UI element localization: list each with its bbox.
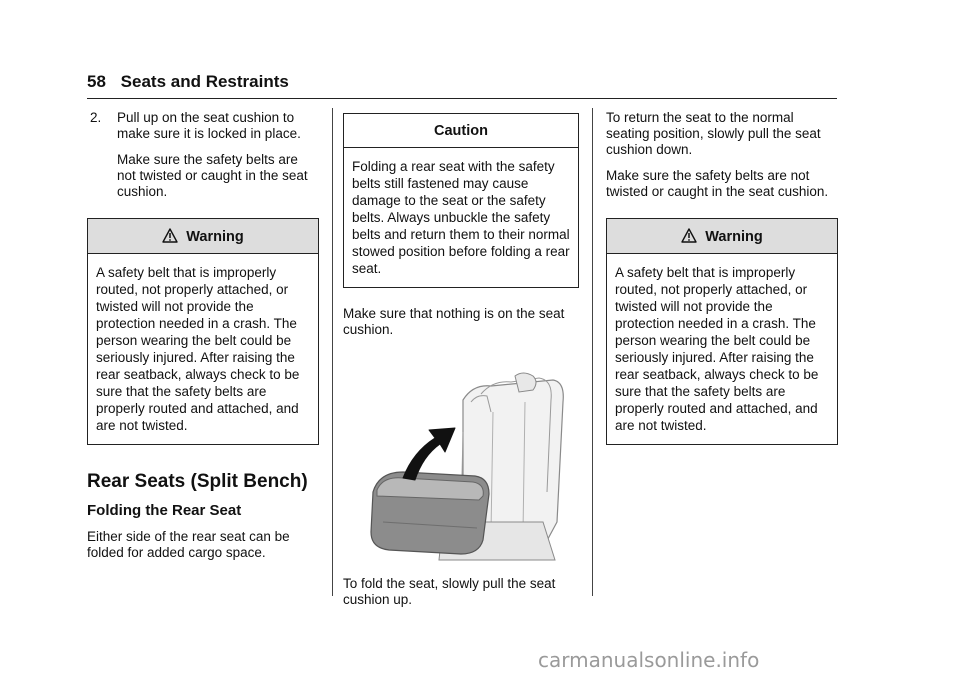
warning-title: Warning [186, 229, 244, 245]
column-middle [343, 110, 579, 618]
warning-icon [162, 228, 178, 243]
warning-header [88, 219, 318, 254]
intro-text: Either side of the rear seat can be folded for added cargo space. [87, 529, 290, 560]
warning-icon [681, 228, 697, 243]
subsection-heading: Folding the Rear Seat [87, 502, 242, 519]
step-subtext: Make sure the safety belts are not twisted or caught in the seat cushion. [117, 152, 308, 199]
caution-header: Caution [344, 114, 578, 148]
column-right [606, 110, 838, 445]
warning-box [87, 218, 319, 445]
column-left [87, 110, 319, 571]
body-text: To return the seat to the normal seating position, slowly pull the seat cushion down. [606, 110, 821, 157]
section-title: Seats and Restraints [120, 72, 289, 91]
step-text: Pull up on the seat cushion to make sure it is locked in place. [117, 110, 301, 141]
step-number: 2. [90, 110, 102, 125]
page-number: 58 [87, 72, 106, 91]
page-header [87, 72, 837, 99]
warning-body: A safety belt that is improperly routed, not properly attached, or twisted will not provide the protection needed in a crash. The person wearing the belt could be seriously injured. After raising the rear seatback, always check to be sure that the safety belts are properly routed and attached, and are not twisted. [96, 265, 300, 433]
body-text: Make sure the safety belts are not twisted or caught in the seat cushion. [606, 168, 829, 199]
watermark: carmanualsonline.info [538, 648, 760, 672]
warning-title: Warning [705, 229, 763, 245]
section-heading: Rear Seats (Split Bench) [87, 471, 308, 492]
step-item [87, 110, 319, 142]
warning-box [606, 218, 838, 445]
warning-header [607, 219, 837, 254]
column-divider [592, 108, 593, 596]
warning-body: A safety belt that is improperly routed, not properly attached, or twisted will not provide the protection needed in a crash. The person wearing the belt could be seriously injured. After raising the rear seatback, always check to be sure that the safety belts are properly routed and attached, and are not twisted. [615, 265, 819, 433]
column-divider [332, 108, 333, 596]
caption-text: To fold the seat, slowly pull the seat cushion up. [343, 576, 556, 607]
caution-box [343, 113, 579, 288]
caution-body: Folding a rear seat with the safety belts still fastened may cause damage to the seat or the safety belts. Always unbuckle the safety belts and return them to their normal stowed position before folding a rear seat. [352, 159, 570, 276]
rear-seat-illustration [343, 372, 579, 562]
body-text: Make sure that nothing is on the seat cushion. [343, 306, 565, 337]
